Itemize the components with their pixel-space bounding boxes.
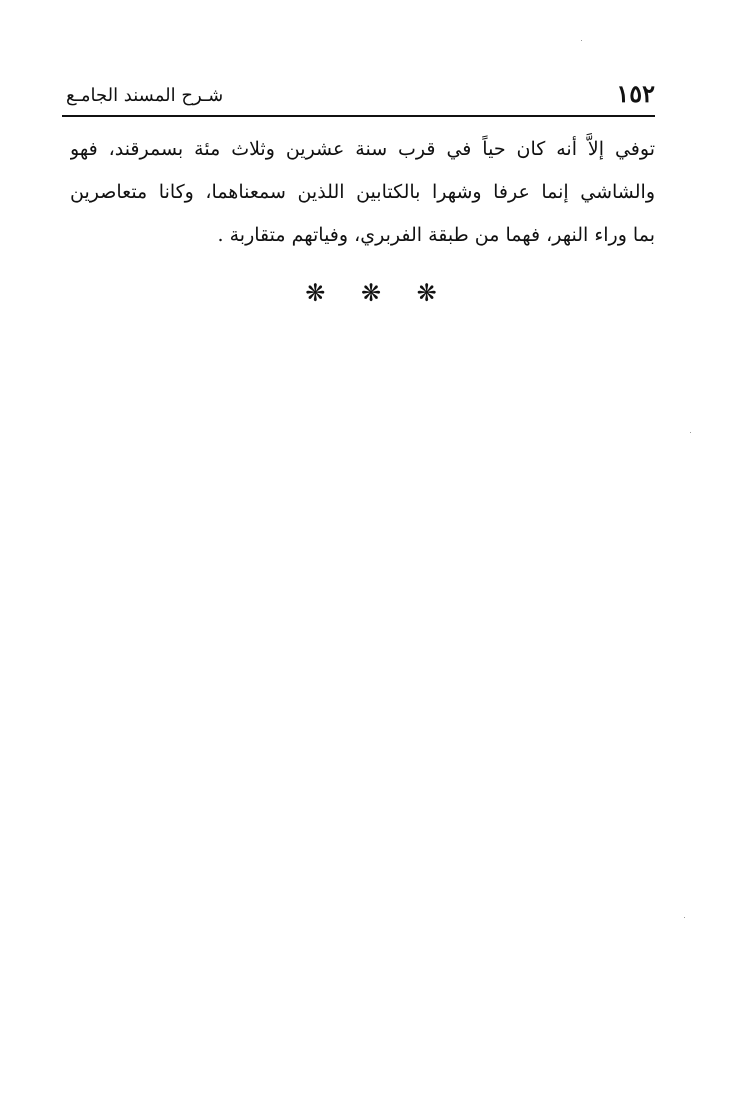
scan-speck (684, 917, 685, 918)
body-line-1: توفي إلاَّ أنه كان حياً في قرب سنة عشرين وثلاث مئة بسمرقند، فهو (70, 138, 655, 160)
page-number: ١٥٢ (616, 79, 655, 108)
scan-speck (690, 432, 691, 433)
body-line-3: بما وراء النهر، فهما من طبقة الفربري، وفياتهم متقاربة . (217, 224, 655, 246)
running-title: شـرح المسند الجامـع (66, 85, 224, 106)
page-header (62, 78, 655, 114)
scan-speck (581, 40, 582, 41)
section-separator: ❋ ❋ ❋ (305, 279, 451, 307)
body-paragraph (70, 128, 655, 257)
header-rule (62, 115, 655, 117)
body-line-2: والشاشي إنما عرفا وشهرا بالكتابين اللذين سمعناهما، وكانا متعاصرين (70, 181, 655, 203)
